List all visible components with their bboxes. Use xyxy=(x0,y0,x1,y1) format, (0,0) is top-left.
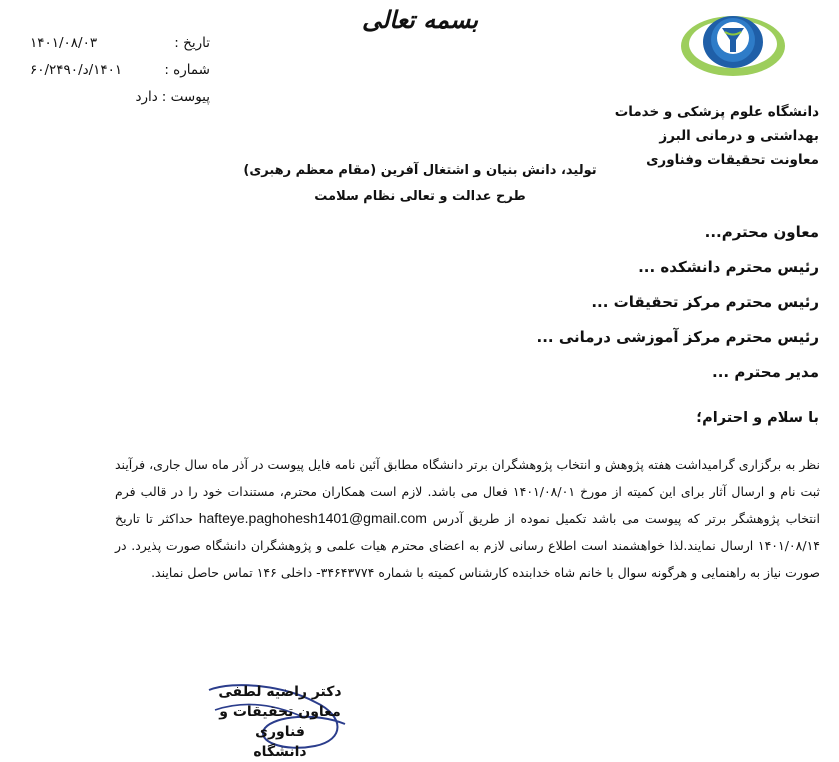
number-value: ۱۴۰۱/د/۶۰/۲۴۹۰ xyxy=(30,62,123,78)
university-line-3: معاونت تحقیقات وفناوری xyxy=(646,152,819,168)
date-row xyxy=(30,30,210,57)
addressee-item: رئیس محترم مرکز آموزشی درمانی ... xyxy=(536,328,819,346)
attachment-label: پیوست : xyxy=(161,89,210,105)
university-logo-icon xyxy=(678,2,788,84)
university-line-2: بهداشتی و درمانی البرز xyxy=(659,128,819,144)
basmala-heading: بسمه تعالی xyxy=(361,5,479,34)
addressee-list xyxy=(319,218,819,393)
signature-org: دانشگاه xyxy=(253,744,307,760)
university-header xyxy=(579,100,819,172)
slogan-line-2: طرح عدالت و تعالی نظام سلامت xyxy=(314,189,526,204)
email-link[interactable]: hafteye.paghohesh1401@gmail.com xyxy=(198,510,427,526)
number-label: شماره : xyxy=(164,62,210,78)
number-row xyxy=(30,57,210,84)
greeting: با سلام و احترام؛ xyxy=(696,410,819,426)
university-line-1: دانشگاه علوم پزشکی و خدمات xyxy=(614,104,819,120)
signature-name: دکتر راضیه لطفی xyxy=(218,684,342,700)
attachment-value: دارد xyxy=(135,89,158,105)
slogan-line-1: تولید، دانش بنیان و اشتغال آفرین (مقام معظم رهبری) xyxy=(243,163,597,178)
body-text-part-1: نظر به برگزاری گرامیداشت هفته پژوهش و انتخاب پژوهشگران برتر دانشگاه مطابق آئین نامه فایل پیوست در آذر ماه سال جاری، فرآیند ثبت نام و ارسال آثار برای این کمیته از مورخ ۱۴۰۱/۰۸/۰۱ فعال می باشد. لازم است همکاران محترم، مستندات خود را در قالب فرم انتخاب پژوهشگر برتر که پیوست می باشد تکمیل نموده از طریق آدرس xyxy=(115,457,820,526)
addressee-item: معاون محترم... xyxy=(704,223,819,241)
university-logo xyxy=(678,2,788,84)
signature-text xyxy=(195,682,365,762)
attachment-row xyxy=(30,84,210,111)
addressee-item: رئیس محترم دانشکده ... xyxy=(638,258,819,276)
signature-block xyxy=(195,682,365,760)
letter-body xyxy=(115,451,820,586)
slogan xyxy=(230,158,610,210)
signature-title: معاون تحقیقات و فناوری xyxy=(219,704,341,740)
date-label: تاریخ : xyxy=(174,35,210,51)
addressee-item: مدیر محترم ... xyxy=(712,363,819,381)
date-value: ۱۴۰۱/۰۸/۰۳ xyxy=(30,35,98,51)
body-text-part-2: حداکثر تا تاریخ ۱۴۰۱/۰۸/۱۴ ارسال نمایند.لذا خواهشمند است اطلاع رسانی لازم به اعضای محترم هیات علمی و پژوهشگران دانشگاه صورت پذیرد. در صورت نیاز به راهنمایی و هرگونه سوال با خانم شاه خدابنده کارشناس کمیته با شماره ۳۴۶۴۳۷۷۴- داخلی ۱۴۶ تماس حاصل نمایند. xyxy=(115,511,820,580)
letter-meta xyxy=(30,30,210,111)
addressee-item: رئیس محترم مرکز تحقیقات ... xyxy=(591,293,819,311)
